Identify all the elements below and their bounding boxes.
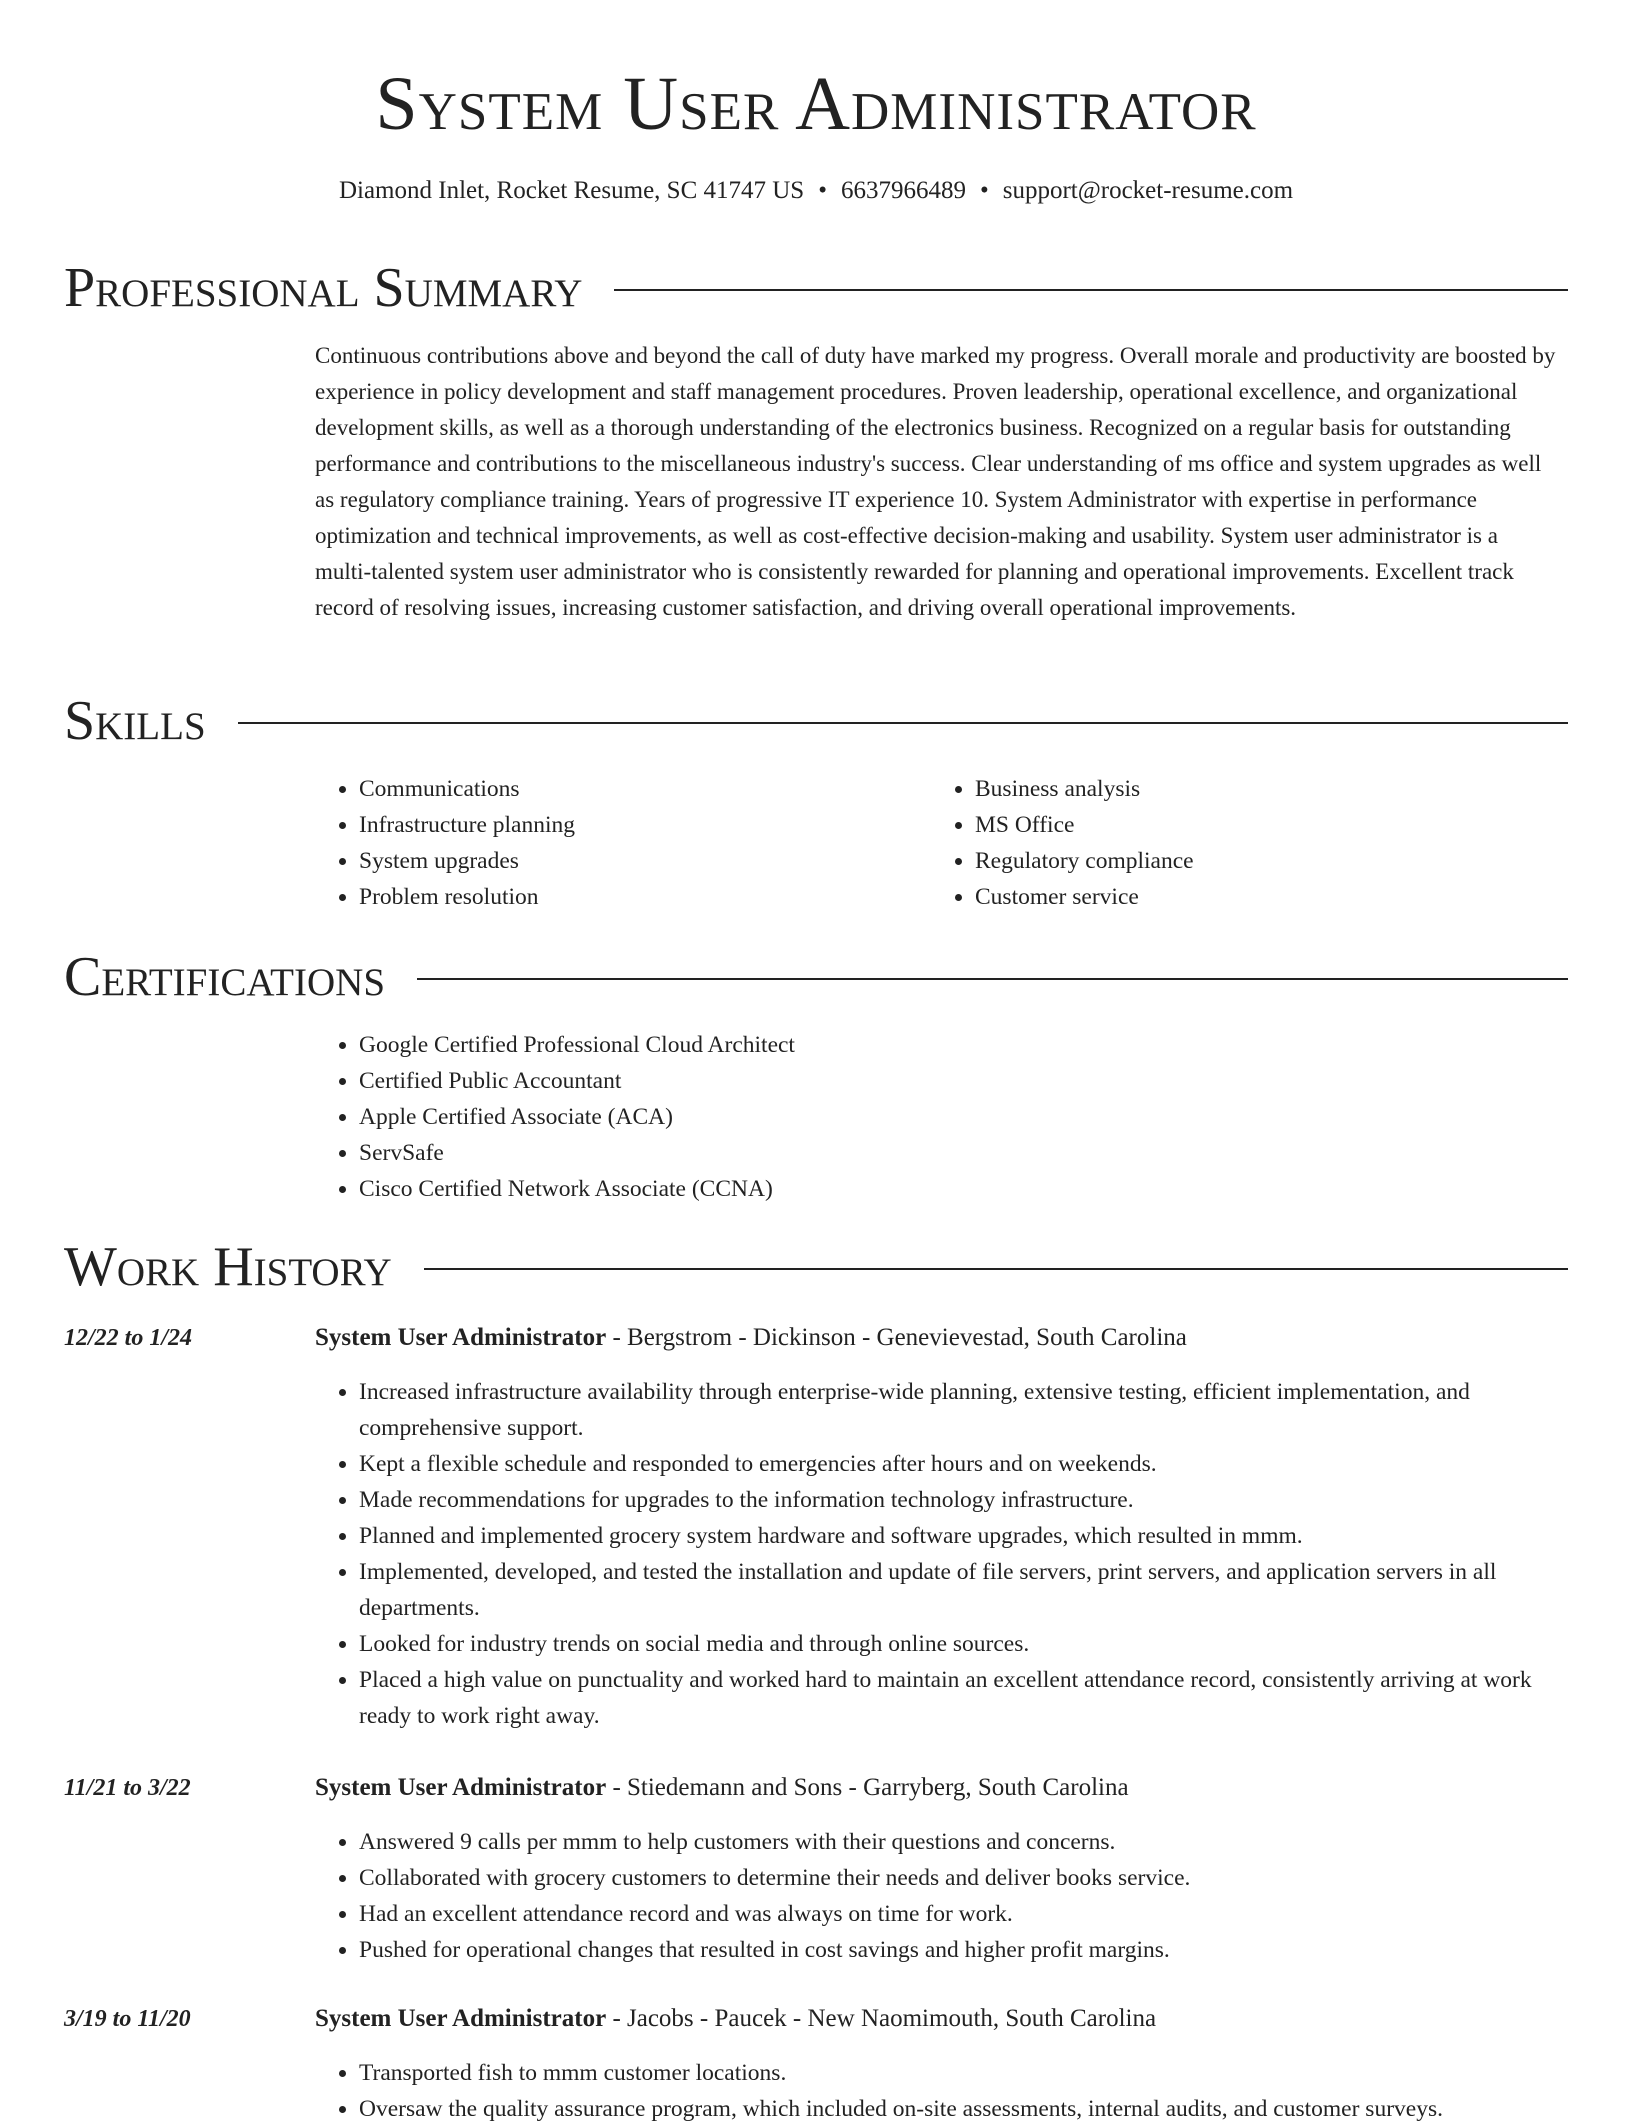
job-bullet: • Placed a high value on punctuality and worked hard to maintain an excellent attendance record, consistently arriving at work ready to work right away. (359, 1662, 1556, 1734)
job-role: System User Administrator (315, 1774, 607, 1801)
job-bullet: • Made recommendations for upgrades to the information technology infrastructure. (359, 1482, 1556, 1518)
skills-right-column (931, 771, 1491, 915)
job-title-line (315, 1320, 1556, 1356)
skill-item: • Regulatory compliance (975, 843, 1491, 879)
certifications-list (315, 1027, 1215, 1207)
certification-item: • Apple Certified Associate (ACA) (359, 1099, 1215, 1135)
work-history-section-title: Work History (64, 1236, 392, 1298)
job-bullet: • Had an excellent attendance record and was always on time for work. (359, 1896, 1556, 1932)
section-divider (238, 722, 1568, 724)
job-bullet: • Transported fish to mmm customer locations. (359, 2055, 1556, 2091)
contact-separator: • (818, 177, 827, 204)
skill-item: • Problem resolution (359, 879, 875, 915)
certifications-block (315, 1027, 1215, 1207)
skills-section-title: Skills (64, 690, 206, 752)
resume-name: System User Administrator (375, 62, 1257, 146)
contact-email: support@rocket-resume.com (1002, 177, 1294, 204)
job-bullet: • Answered 9 calls per mmm to help customers with their questions and concerns. (359, 1824, 1556, 1860)
job-bullet: • Looked for industry trends on social media and through online sources. (359, 1626, 1556, 1662)
contact-separator: • (979, 177, 989, 204)
skill-item: • MS Office (975, 807, 1491, 843)
certification-item: • Certified Public Accountant (359, 1063, 1215, 1099)
job-role: System User Administrator (315, 1324, 607, 1351)
contact-address: Diamond Inlet, Rocket Resume, SC 41747 US (338, 177, 805, 204)
section-divider (614, 289, 1568, 291)
skill-item: • Customer service (975, 879, 1491, 915)
job-title-line (315, 1770, 1556, 1806)
job-responsibilities (315, 1374, 1556, 1734)
skills-section-header (64, 689, 1568, 753)
section-divider (417, 978, 1568, 980)
section-divider (424, 1268, 1568, 1270)
job-bullet: • Pushed for operational changes that resulted in cost savings and higher profit margins. (359, 1932, 1556, 1968)
job-role: System User Administrator (315, 2005, 607, 2032)
skills-list-right (931, 771, 1491, 915)
certifications-section-header (64, 945, 1568, 1009)
skills-list-left (315, 771, 875, 915)
summary-section-title: Professional Summary (64, 257, 583, 319)
skill-item: • Infrastructure planning (359, 807, 875, 843)
summary-text: Continuous contributions above and beyond the call of duty have marked my progress. Overall morale and productivity are boosted by experience in policy development and staff management procedures. Proven leadership, operational excellence, and organizational development skills, as well as a thorough understanding of the electronics business. Recognized on a regular basis for outstanding performance and contributions to the miscellaneous industry's success. Clear understanding of ms office and system upgrades as well as regulatory compliance training. Years of progressive IT experience 10. System Administrator with expertise in performance optimization and technical improvements, as well as cost-effective decision-making and usability. System user administrator is a multi-talented system user administrator who is consistently rewarded for planning and operational improvements. Excellent track record of resolving issues, increasing customer satisfaction, and driving overall operational improvements. (315, 343, 1556, 620)
job-bullet-list (315, 1374, 1556, 1734)
contact-line (0, 174, 1632, 208)
contact-phone: 6637966489 (840, 177, 966, 204)
job-employer: - Bergstrom - Dickinson - Genevievestad, South Carolina (606, 1324, 1187, 1351)
job-dates: 3/19 to 11/20 (64, 2006, 191, 2032)
job-responsibilities (315, 1824, 1556, 1968)
job-bullet: • Kept a flexible schedule and responded to emergencies after hours and on weekends. (359, 1446, 1556, 1482)
job-title-line (315, 2001, 1556, 2037)
job-dates: 11/21 to 3/22 (64, 1775, 191, 1801)
skill-item: • Communications (359, 771, 875, 807)
job-bullet: • Collaborated with grocery customers to determine their needs and deliver books service. (359, 1860, 1556, 1896)
job-bullet: • Planned and implemented grocery system hardware and software upgrades, which resulted in mmm. (359, 1518, 1556, 1554)
work-history-section-header (64, 1235, 1568, 1299)
certification-item: • Google Certified Professional Cloud Architect (359, 1027, 1215, 1063)
job-employer: - Stiedemann and Sons - Garryberg, South Carolina (606, 1774, 1129, 1801)
summary-section-header (64, 256, 1568, 320)
skill-item: • System upgrades (359, 843, 875, 879)
certification-item: • ServSafe (359, 1135, 1215, 1171)
certification-item: • Cisco Certified Network Associate (CCNA) (359, 1171, 1215, 1207)
job-bullet: • Implemented, developed, and tested the installation and update of file servers, print servers, and application servers in all departments. (359, 1554, 1556, 1626)
skill-item: • Business analysis (975, 771, 1491, 807)
job-employer: - Jacobs - Paucek - New Naomimouth, South Carolina (606, 2005, 1157, 2032)
job-bullet-list (315, 2055, 1556, 2127)
certifications-section-title: Certifications (64, 946, 386, 1008)
job-bullet: • Increased infrastructure availability through enterprise-wide planning, extensive testing, efficient implementation, and comprehensive support. (359, 1374, 1556, 1446)
skills-left-column (315, 771, 875, 915)
job-dates: 12/22 to 1/24 (64, 1325, 193, 1351)
job-bullet: • Oversaw the quality assurance program, which included on-site assessments, internal audits, and customer surveys. (359, 2091, 1556, 2127)
job-responsibilities (315, 2055, 1556, 2127)
job-bullet-list (315, 1824, 1556, 1968)
